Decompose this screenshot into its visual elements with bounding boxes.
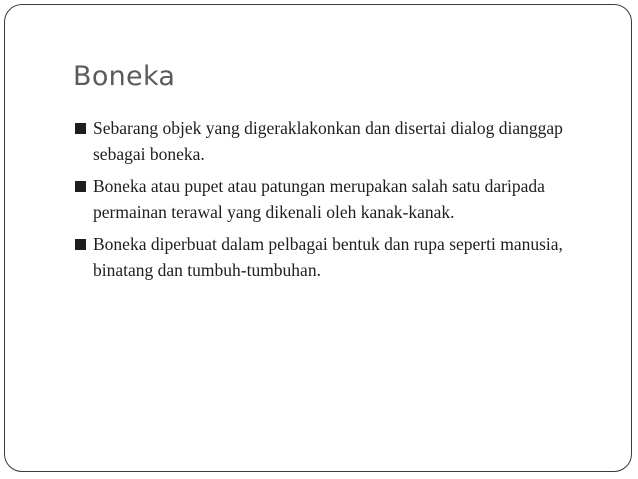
square-bullet-icon	[75, 239, 86, 250]
square-bullet-icon	[75, 181, 86, 192]
bullet-item	[75, 231, 595, 283]
bullet-item	[75, 173, 595, 225]
slide-frame	[4, 4, 632, 472]
slide-title: Boneka	[73, 61, 176, 92]
bullet-list	[75, 115, 595, 289]
bullet-item	[75, 115, 595, 167]
bullet-text: Boneka atau pupet atau patungan merupakan salah satu daripada permainan terawal yang dikenali oleh kanak-kanak.	[93, 176, 545, 222]
square-bullet-icon	[75, 123, 86, 134]
bullet-text: Sebarang objek yang digeraklakonkan dan disertai dialog dianggap sebagai boneka.	[93, 118, 563, 164]
bullet-text: Boneka diperbuat dalam pelbagai bentuk dan rupa seperti manusia, binatang dan tumbuh-tumbuhan.	[93, 234, 563, 280]
